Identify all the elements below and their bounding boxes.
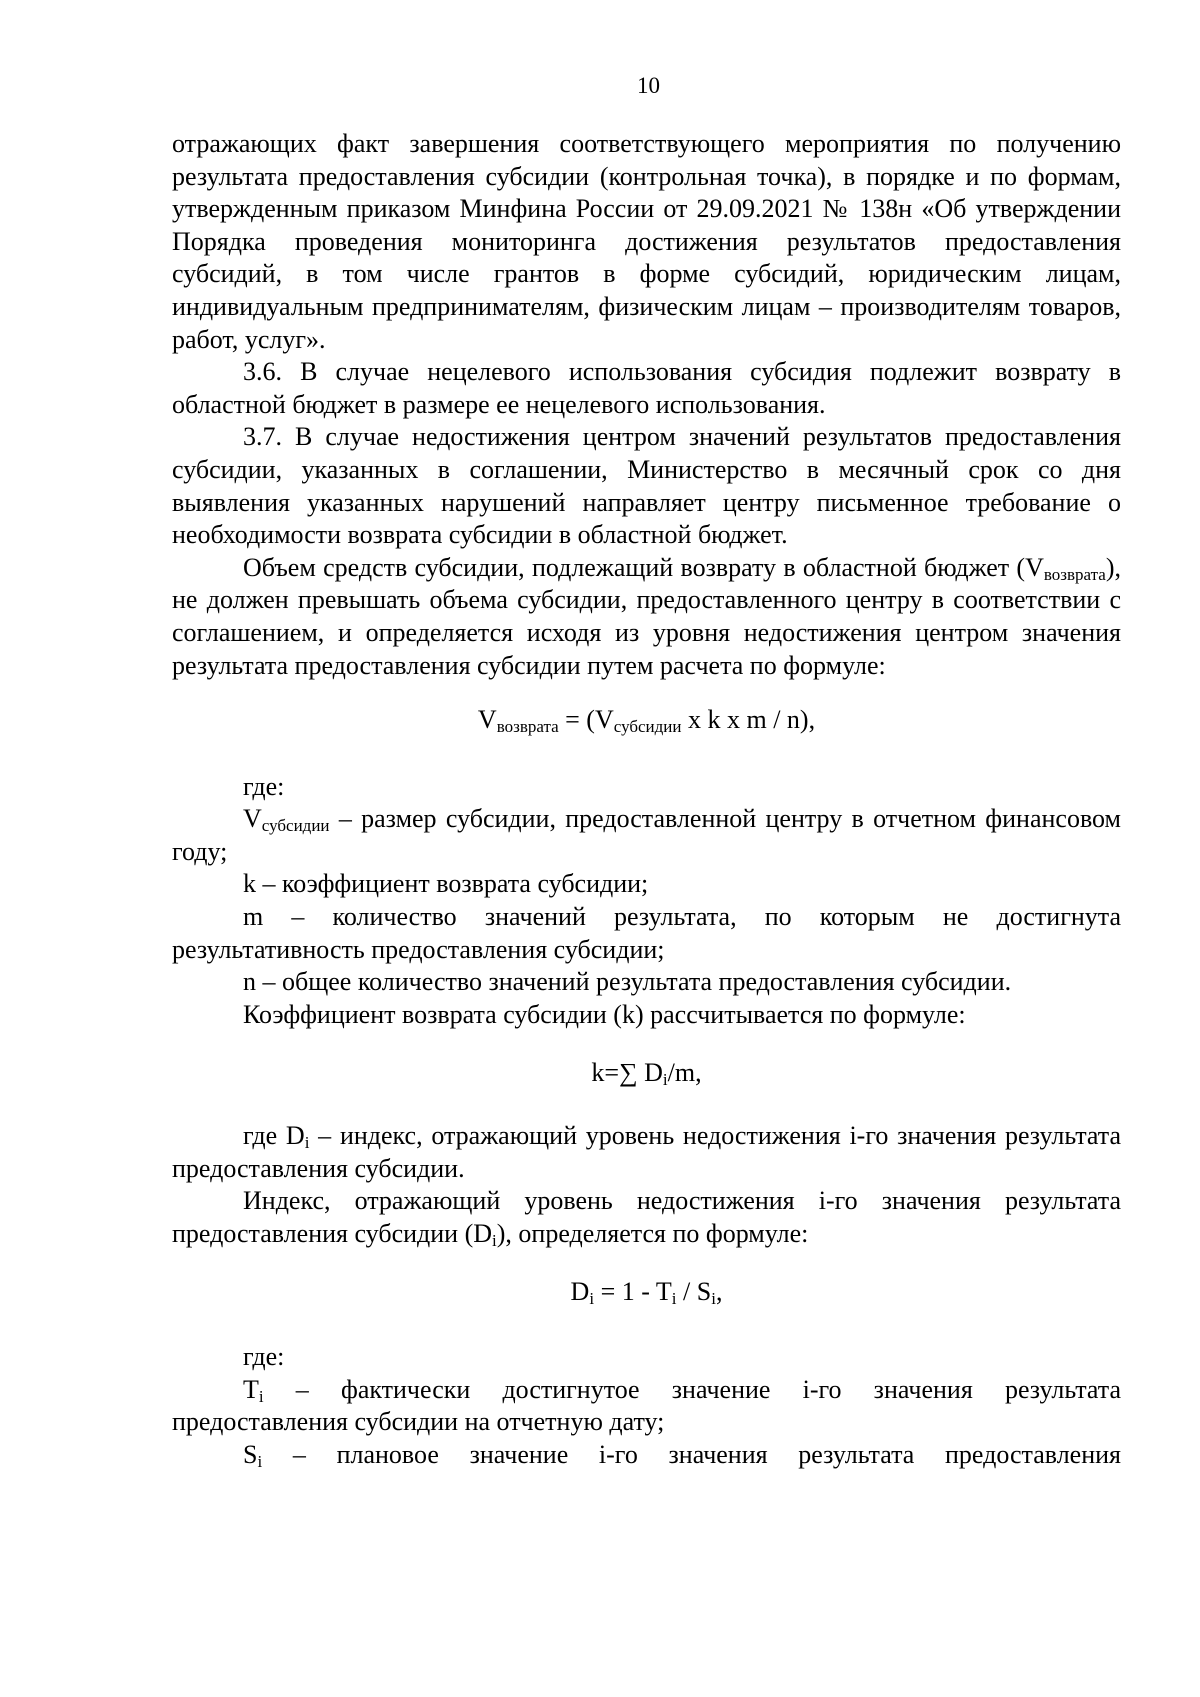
formula-coefficient bbox=[172, 1057, 1121, 1090]
return-volume-text-a: Объем средств субсидии, подлежащий возврату в областной бюджет (V bbox=[243, 552, 1044, 582]
where-label-1: где: bbox=[243, 771, 285, 801]
where-label-2: где: bbox=[243, 1342, 285, 1371]
formula3-sub-s: i bbox=[711, 1289, 716, 1309]
def-ti-symbol: T bbox=[243, 1374, 259, 1404]
paragraph-3-7: 3.7. В случае недостижения центром значений результатов предоставления субсидии, указанных в соглашении, Министерство в месячный срок со дня выявления указанных нарушений направляет центру письменное требование о необходимости возврата субсидии в областной бюджет. bbox=[172, 422, 1121, 550]
formula-return-volume bbox=[172, 704, 1121, 737]
formula3-sub-t: i bbox=[671, 1289, 677, 1309]
return-volume-subscript: возврата bbox=[1043, 564, 1106, 584]
def-si-sub: i bbox=[257, 1451, 263, 1471]
paragraph-reporting-order: отражающих факт завершения соответствующего мероприятия по получению результата предоставления субсидии (контрольная точка), в порядке и по формам, утвержденным приказом Минфина России от 29.09.2021 № 138н «Об утверждении Порядка проведения мониторинга достижения результатов предоставления субсидий, в том числе грантов в форме субсидий, юридическим лицам, индивидуальным предпринимателям, физическим лицам – производителям товаров, работ, услуг». bbox=[172, 129, 1121, 354]
formula2-head: k=∑ D bbox=[591, 1058, 663, 1088]
def-si-text: – плановое значение i-го значения результата предоставления bbox=[262, 1439, 1121, 1469]
def-ti-text: – фактически достигнутое значение i-го значения результата предоставления субсидии на отчетную дату; bbox=[172, 1374, 1121, 1437]
formula2-tail: /m, bbox=[667, 1058, 702, 1088]
coefficient-intro: Коэффициент возврата субсидии (k) рассчитывается по формуле: bbox=[243, 999, 966, 1029]
index-intro-head: Индекс, отражающий уровень недостижения i-го значения результата предоставления субсидии (D bbox=[172, 1186, 1121, 1248]
def-di-text: – индекс, отражающий уровень недостижения i-го значения результата предоставления субсидии. bbox=[172, 1121, 1122, 1183]
definition-ti bbox=[172, 1374, 1121, 1439]
def-di-sub: i bbox=[304, 1133, 310, 1153]
formula3-d: D bbox=[570, 1277, 590, 1307]
formula1-sub-return: возврата bbox=[496, 717, 559, 737]
definition-k: k – коэффициент возврата субсидии; bbox=[243, 869, 649, 899]
document-body bbox=[172, 128, 1121, 1471]
return-volume-text-b: ), не должен превышать объема субсидии, предоставленного центру в соответствии с соглашением, и определяется исходя из уровня недостижения центром значения результата предоставления субсидии путем расчета по формуле: bbox=[172, 552, 1121, 680]
formula1-tail: x k x m / n), bbox=[681, 705, 816, 735]
definition-v-subsidy bbox=[172, 803, 1121, 868]
formula1-mid: = (V bbox=[558, 705, 614, 735]
def-di-head: где D bbox=[243, 1121, 305, 1151]
def-si-symbol: S bbox=[243, 1439, 258, 1469]
paragraph-return-volume bbox=[172, 552, 1121, 682]
formula3-mid2: / S bbox=[676, 1277, 712, 1307]
def-v-subscript: субсидии bbox=[261, 816, 330, 836]
def-v-symbol: V bbox=[243, 804, 262, 834]
formula1-sub-subsidy: субсидии bbox=[613, 717, 682, 737]
def-v-text: – размер субсидии, предоставленной центру в отчетном финансовом году; bbox=[172, 804, 1121, 866]
definition-di bbox=[172, 1120, 1121, 1185]
definition-si bbox=[172, 1439, 1121, 1472]
formula-index bbox=[172, 1276, 1121, 1309]
index-intro-sub: i bbox=[492, 1230, 497, 1250]
index-intro-tail: ), определяется по формуле: bbox=[496, 1218, 809, 1248]
definition-n: n – общее количество значений результата предоставления субсидии. bbox=[243, 967, 1012, 997]
paragraph-3-6: 3.6. В случае нецелевого использования субсидия подлежит возврату в областной бюджет в размере ее нецелевого использования. bbox=[172, 357, 1121, 419]
def-ti-sub: i bbox=[258, 1386, 264, 1406]
formula3-mid1: = 1 - T bbox=[594, 1277, 672, 1307]
index-intro bbox=[172, 1185, 1121, 1250]
formula1-v: V bbox=[477, 705, 497, 735]
definition-m: m – количество значений результата, по которым не достигнута результативность предоставления субсидии; bbox=[172, 902, 1121, 964]
formula2-sub: i bbox=[662, 1070, 668, 1090]
page-number: 10 bbox=[637, 73, 660, 98]
formula3-tail: , bbox=[715, 1277, 723, 1307]
formula3-sub-d: i bbox=[589, 1289, 595, 1309]
